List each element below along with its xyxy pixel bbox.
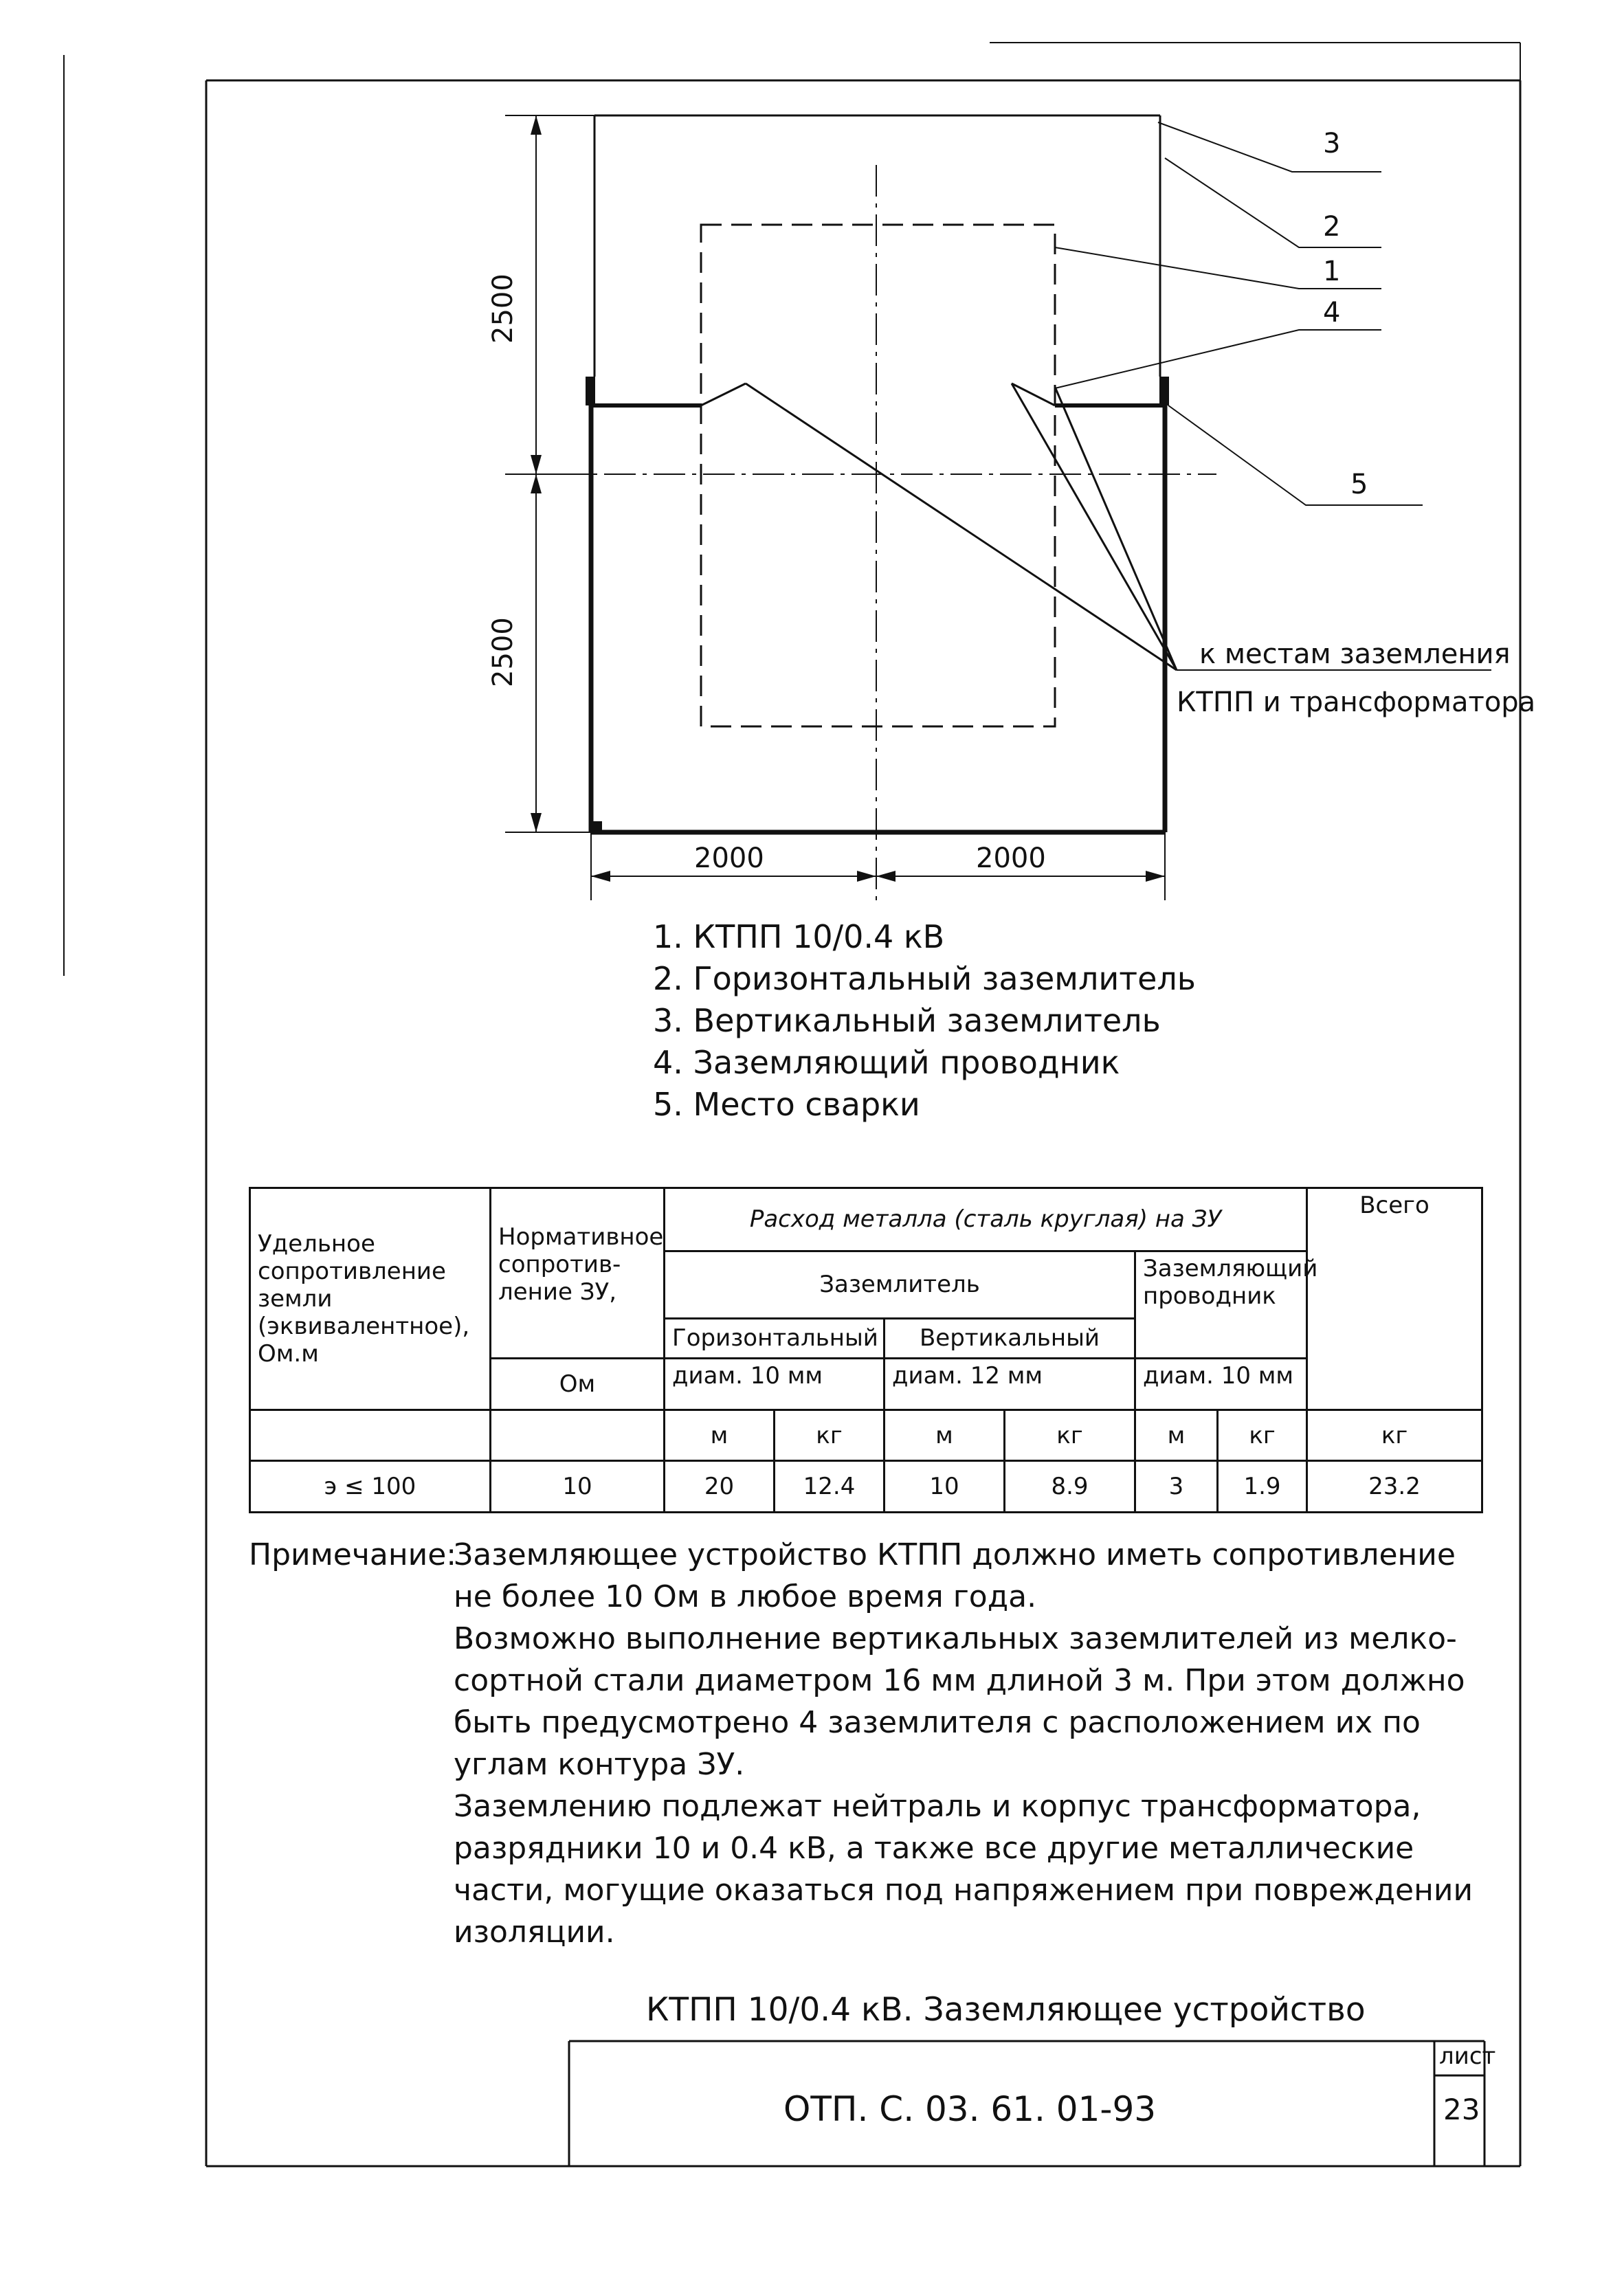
callout-3: 3 — [1323, 128, 1341, 159]
dim-top-label: 2500 — [487, 274, 519, 344]
note-line: изоляции. — [454, 1915, 615, 1950]
note-line: Заземлению подлежат нейтраль и корпус трансформатора, — [454, 1789, 1421, 1824]
cell-vertical-kg: 8.9 — [1005, 1461, 1135, 1513]
center-lines — [505, 165, 1216, 907]
callout-5: 5 — [1350, 469, 1368, 500]
callout-leaders — [1055, 122, 1423, 505]
header-diam-horizontal: диам. 10 мм — [665, 1359, 885, 1410]
header-diam-vertical: диам. 12 мм — [885, 1359, 1135, 1410]
note-label: Примечание: — [249, 1537, 457, 1572]
note-line: углам контура ЗУ. — [454, 1747, 745, 1782]
unit-kg: кг — [1005, 1410, 1135, 1461]
cell-resistivity: э ≤ 100 — [250, 1461, 491, 1513]
cell-vertical-m: 10 — [885, 1461, 1005, 1513]
header-total: Всего — [1307, 1188, 1482, 1410]
note-line: разрядники 10 и 0.4 кВ, а также все другие металлические — [454, 1831, 1414, 1866]
sheet-number: 23 — [1443, 2093, 1480, 2126]
dim-right-label: 2000 — [976, 843, 1046, 874]
sheet-label: лист — [1439, 2042, 1496, 2070]
unit-m: м — [885, 1410, 1005, 1461]
callout-2: 2 — [1323, 211, 1341, 243]
note-line: быть предусмотрено 4 заземлителя с расположением их по — [454, 1705, 1421, 1740]
annotation-line-1: к местам заземления — [1199, 638, 1511, 670]
note-line: Заземляющее устройство КТПП должно иметь сопротивление — [454, 1537, 1456, 1572]
dimension-lines — [505, 115, 1165, 900]
header-grounding-conductor: Заземляющий проводник — [1135, 1251, 1307, 1359]
legend-item: 2. Горизонтальный заземлитель — [653, 960, 1196, 997]
header-grounder: Заземлитель — [665, 1251, 1135, 1318]
legend-item: 5. Место сварки — [653, 1086, 920, 1123]
callout-1: 1 — [1323, 256, 1341, 287]
legend — [653, 916, 1196, 1126]
note-line: части, могущие оказаться под напряжением при повреждении — [454, 1873, 1473, 1908]
cell-conductor-kg: 1.9 — [1218, 1461, 1307, 1513]
cell-horizontal-kg: 12.4 — [775, 1461, 885, 1513]
note-body — [454, 1534, 1473, 1953]
unit-m: м — [665, 1410, 775, 1461]
header-resistivity: Удельное сопротивление земли (эквивалентное), Ом.м — [250, 1188, 491, 1410]
cell-horizontal-m: 20 — [665, 1461, 775, 1513]
legend-item: 1. КТПП 10/0.4 кВ — [653, 918, 945, 955]
unit-kg: кг — [1218, 1410, 1307, 1461]
cell-norm: 10 — [491, 1461, 665, 1513]
annotation-line-2: КТПП и трансформатора — [1177, 687, 1536, 718]
document-title: КТПП 10/0.4 кВ. Заземляющее устройство — [646, 1991, 1366, 2029]
unit-kg: кг — [1307, 1410, 1482, 1461]
dim-left-label: 2000 — [694, 843, 764, 874]
unit-m: м — [1135, 1410, 1218, 1461]
header-horizontal: Горизонтальный — [665, 1318, 885, 1359]
header-metal-consumption: Расход металла (сталь круглая) на ЗУ — [665, 1188, 1307, 1251]
header-vertical: Вертикальный — [885, 1318, 1135, 1359]
unit-kg: кг — [775, 1410, 885, 1461]
header-norm-resistance: Нормативное сопротив-ление ЗУ, — [491, 1188, 665, 1359]
note-line: не более 10 Ом в любое время года. — [454, 1579, 1037, 1614]
cell-total-kg: 23.2 — [1307, 1461, 1482, 1513]
document-code: ОТП. С. 03. 61. 01-93 — [783, 2089, 1157, 2129]
note-line: Возможно выполнение вертикальных заземлителей из мелко- — [454, 1621, 1457, 1656]
callout-4: 4 — [1323, 297, 1341, 328]
cell-conductor-m: 3 — [1135, 1461, 1218, 1513]
ktpp-outline — [701, 225, 1055, 726]
legend-item: 3. Вертикальный заземлитель — [653, 1002, 1161, 1039]
metal-consumption-table — [249, 1187, 1483, 1513]
note-line: сортной стали диаметром 16 мм длиной 3 м. При этом должно — [454, 1663, 1465, 1698]
dim-bottom-label: 2500 — [487, 617, 519, 687]
header-norm-unit: Ом — [491, 1359, 665, 1410]
header-diam-conductor: диам. 10 мм — [1135, 1359, 1307, 1410]
legend-item: 4. Заземляющий проводник — [653, 1044, 1120, 1081]
